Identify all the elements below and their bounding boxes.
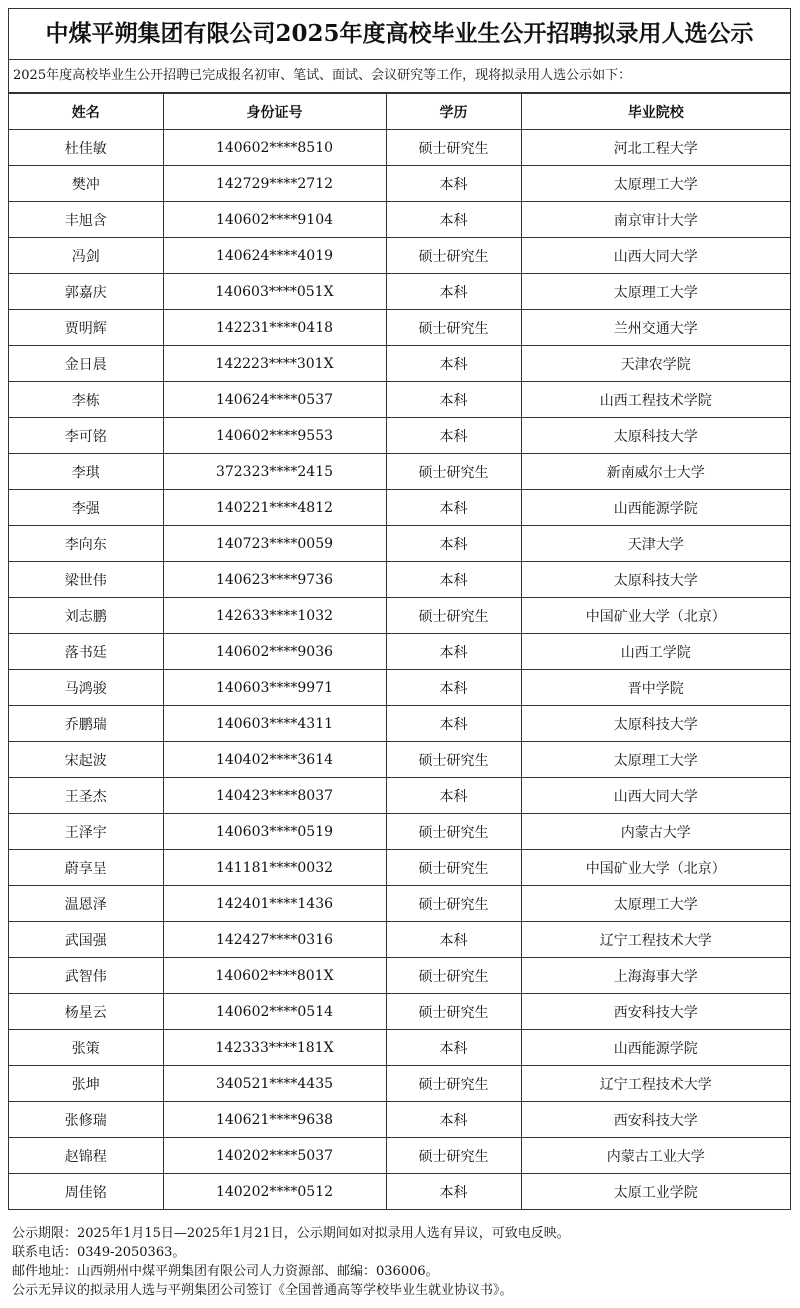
footer-address: 邮件地址：山西朔州中煤平朔集团有限公司人力资源部、邮编：036006。 [12, 1264, 439, 1279]
cell-name: 李可铭 [9, 418, 163, 454]
cell-name: 周佳铭 [9, 1174, 163, 1210]
table-row [9, 310, 790, 346]
cell-name: 温恩泽 [9, 886, 163, 922]
cell-school: 山西大同大学 [521, 778, 790, 814]
table-row [9, 634, 790, 670]
table-row [9, 1174, 790, 1210]
cell-education: 硕士研究生 [386, 1138, 521, 1174]
cell-education: 硕士研究生 [386, 238, 521, 274]
cell-name: 张修瑞 [9, 1102, 163, 1138]
cell-school: 天津大学 [521, 526, 790, 562]
table-body [9, 130, 790, 1210]
table-row [9, 670, 790, 706]
table-row [9, 742, 790, 778]
cell-name: 落书廷 [9, 634, 163, 670]
table-row [9, 526, 790, 562]
cell-education: 硕士研究生 [386, 454, 521, 490]
cell-id-number: 140602****801X [163, 958, 386, 994]
cell-name: 樊冲 [9, 166, 163, 202]
page-title: 中煤平朔集团有限公司2025年度高校毕业生公开招聘拟录用人选公示 [9, 9, 790, 60]
cell-education: 硕士研究生 [386, 130, 521, 166]
cell-education: 本科 [386, 346, 521, 382]
cell-school: 山西工程技术学院 [521, 382, 790, 418]
cell-id-number: 372323****2415 [163, 454, 386, 490]
cell-school: 太原科技大学 [521, 418, 790, 454]
cell-school: 晋中学院 [521, 670, 790, 706]
cell-school: 南京审计大学 [521, 202, 790, 238]
table-row [9, 454, 790, 490]
cell-school: 上海海事大学 [521, 958, 790, 994]
table-row [9, 850, 790, 886]
cell-id-number: 140623****9736 [163, 562, 386, 598]
cell-school: 太原理工大学 [521, 166, 790, 202]
table-row [9, 886, 790, 922]
header-education: 学历 [386, 94, 521, 130]
cell-name: 武智伟 [9, 958, 163, 994]
table-row [9, 382, 790, 418]
cell-school: 辽宁工程技术大学 [521, 1066, 790, 1102]
cell-school: 太原科技大学 [521, 562, 790, 598]
cell-id-number: 140603****4311 [163, 706, 386, 742]
header-school: 毕业院校 [521, 94, 790, 130]
cell-education: 硕士研究生 [386, 310, 521, 346]
cell-name: 乔鹏瑞 [9, 706, 163, 742]
table-row [9, 778, 790, 814]
cell-id-number: 140602****9036 [163, 634, 386, 670]
cell-name: 武国强 [9, 922, 163, 958]
cell-name: 张策 [9, 1030, 163, 1066]
table-row [9, 346, 790, 382]
cell-name: 刘志鹏 [9, 598, 163, 634]
cell-school: 山西能源学院 [521, 490, 790, 526]
cell-school: 辽宁工程技术大学 [521, 922, 790, 958]
table-row [9, 994, 790, 1030]
cell-id-number: 140602****9104 [163, 202, 386, 238]
notice-table-frame [8, 8, 791, 1210]
cell-education: 本科 [386, 382, 521, 418]
cell-name: 李琪 [9, 454, 163, 490]
cell-school: 太原理工大学 [521, 742, 790, 778]
table-row [9, 814, 790, 850]
cell-education: 本科 [386, 418, 521, 454]
table-row [9, 130, 790, 166]
cell-education: 本科 [386, 562, 521, 598]
cell-education: 本科 [386, 1174, 521, 1210]
cell-id-number: 142333****181X [163, 1030, 386, 1066]
notice-footer [12, 1224, 570, 1300]
table-row [9, 706, 790, 742]
cell-education: 硕士研究生 [386, 958, 521, 994]
cell-id-number: 142231****0418 [163, 310, 386, 346]
cell-school: 西安科技大学 [521, 994, 790, 1030]
cell-name: 丰旭含 [9, 202, 163, 238]
cell-id-number: 142401****1436 [163, 886, 386, 922]
cell-education: 本科 [386, 670, 521, 706]
cell-id-number: 140202****0512 [163, 1174, 386, 1210]
cell-id-number: 140624****0537 [163, 382, 386, 418]
table-row [9, 562, 790, 598]
cell-id-number: 142223****301X [163, 346, 386, 382]
cell-name: 李栋 [9, 382, 163, 418]
cell-id-number: 140602****8510 [163, 130, 386, 166]
table-row [9, 166, 790, 202]
cell-id-number: 140603****0519 [163, 814, 386, 850]
cell-id-number: 140621****9638 [163, 1102, 386, 1138]
cell-id-number: 140423****8037 [163, 778, 386, 814]
cell-name: 赵锦程 [9, 1138, 163, 1174]
cell-id-number: 140603****051X [163, 274, 386, 310]
cell-school: 太原理工大学 [521, 274, 790, 310]
table-row [9, 274, 790, 310]
cell-name: 李强 [9, 490, 163, 526]
cell-education: 本科 [386, 1030, 521, 1066]
cell-school: 山西工学院 [521, 634, 790, 670]
cell-education: 本科 [386, 634, 521, 670]
cell-name: 金日晨 [9, 346, 163, 382]
cell-education: 本科 [386, 1102, 521, 1138]
cell-school: 中国矿业大学（北京） [521, 598, 790, 634]
cell-name: 张坤 [9, 1066, 163, 1102]
cell-id-number: 142729****2712 [163, 166, 386, 202]
footer-agreement: 公示无异议的拟录用人选与平朔集团公司签订《全国普通高等学校毕业生就业协议书》。 [12, 1283, 513, 1298]
cell-id-number: 140602****0514 [163, 994, 386, 1030]
cell-education: 硕士研究生 [386, 1066, 521, 1102]
table-row [9, 418, 790, 454]
table-row [9, 598, 790, 634]
cell-education: 本科 [386, 166, 521, 202]
cell-name: 杨星云 [9, 994, 163, 1030]
cell-id-number: 340521****4435 [163, 1066, 386, 1102]
cell-id-number: 141181****0032 [163, 850, 386, 886]
cell-education: 本科 [386, 490, 521, 526]
cell-id-number: 140221****4812 [163, 490, 386, 526]
cell-school: 山西能源学院 [521, 1030, 790, 1066]
cell-education: 硕士研究生 [386, 886, 521, 922]
cell-education: 硕士研究生 [386, 850, 521, 886]
cell-education: 本科 [386, 274, 521, 310]
intro-text: 2025年度高校毕业生公开招聘已完成报名初审、笔试、面试、会议研究等工作，现将拟录用人选公示如下： [9, 60, 790, 93]
cell-name: 蔚享呈 [9, 850, 163, 886]
header-id-number: 身份证号 [163, 94, 386, 130]
table-row [9, 490, 790, 526]
table-row [9, 1102, 790, 1138]
cell-school: 新南威尔士大学 [521, 454, 790, 490]
cell-school: 内蒙古工业大学 [521, 1138, 790, 1174]
cell-name: 贾明辉 [9, 310, 163, 346]
cell-education: 本科 [386, 706, 521, 742]
cell-name: 宋起波 [9, 742, 163, 778]
footer-period: 公示期限：2025年1月15日—2025年1月21日，公示期间如对拟录用人选有异议，可致电反映。 [12, 1226, 570, 1241]
cell-school: 兰州交通大学 [521, 310, 790, 346]
cell-name: 梁世伟 [9, 562, 163, 598]
cell-id-number: 142427****0316 [163, 922, 386, 958]
table-row [9, 922, 790, 958]
table-header-row [9, 94, 790, 130]
cell-name: 王泽宇 [9, 814, 163, 850]
cell-name: 杜佳敏 [9, 130, 163, 166]
cell-education: 硕士研究生 [386, 598, 521, 634]
cell-name: 李向东 [9, 526, 163, 562]
table-row [9, 238, 790, 274]
cell-education: 本科 [386, 202, 521, 238]
cell-id-number: 140602****9553 [163, 418, 386, 454]
table-row [9, 1066, 790, 1102]
cell-id-number: 140202****5037 [163, 1138, 386, 1174]
cell-id-number: 140603****9971 [163, 670, 386, 706]
cell-id-number: 140402****3614 [163, 742, 386, 778]
cell-school: 中国矿业大学（北京） [521, 850, 790, 886]
cell-education: 硕士研究生 [386, 742, 521, 778]
cell-school: 西安科技大学 [521, 1102, 790, 1138]
cell-education: 硕士研究生 [386, 994, 521, 1030]
cell-id-number: 140624****4019 [163, 238, 386, 274]
cell-name: 马鸿骏 [9, 670, 163, 706]
cell-name: 王圣杰 [9, 778, 163, 814]
cell-school: 河北工程大学 [521, 130, 790, 166]
cell-education: 本科 [386, 922, 521, 958]
cell-education: 本科 [386, 778, 521, 814]
cell-school: 内蒙古大学 [521, 814, 790, 850]
header-name: 姓名 [9, 94, 163, 130]
cell-school: 山西大同大学 [521, 238, 790, 274]
cell-id-number: 142633****1032 [163, 598, 386, 634]
cell-name: 冯剑 [9, 238, 163, 274]
cell-id-number: 140723****0059 [163, 526, 386, 562]
cell-education: 硕士研究生 [386, 814, 521, 850]
cell-name: 郭嘉庆 [9, 274, 163, 310]
footer-phone: 联系电话：0349-2050363。 [12, 1245, 186, 1260]
table-row [9, 1138, 790, 1174]
candidate-table [9, 93, 790, 1209]
table-row [9, 1030, 790, 1066]
table-row [9, 958, 790, 994]
cell-school: 太原科技大学 [521, 706, 790, 742]
table-row [9, 202, 790, 238]
cell-school: 天津农学院 [521, 346, 790, 382]
cell-school: 太原理工大学 [521, 886, 790, 922]
cell-school: 太原工业学院 [521, 1174, 790, 1210]
cell-education: 本科 [386, 526, 521, 562]
